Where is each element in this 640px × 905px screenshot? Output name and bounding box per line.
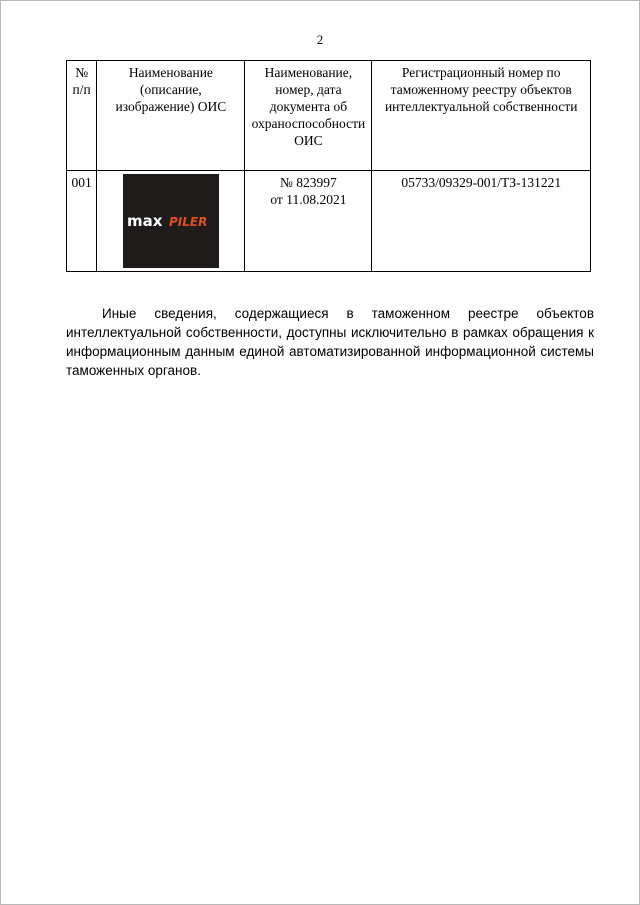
ip-registry-table	[66, 60, 591, 272]
header-registry-number: Регистрационный номер по таможенному реестру объектов интеллектуальной собственности	[372, 61, 591, 171]
header-document: Наименование, номер, дата документа об охраноспособности ОИС	[245, 61, 372, 171]
page-number: 2	[316, 32, 324, 47]
additional-info-paragraph: Иные сведения, содержащиеся в таможенном реестре объектов интеллектуальной собственности, доступны исключительно в рамках обращения к информационным данным единой автоматизированной информационной системы таможенных органов.	[66, 306, 594, 378]
protection-document-cell	[245, 171, 372, 272]
table-row	[67, 171, 591, 272]
header-number: № п/п	[67, 61, 97, 171]
document-date: от 11.08.2021	[270, 192, 347, 207]
logo-text-max: max	[126, 212, 163, 230]
maxpiler-logo-icon	[126, 209, 216, 233]
logo-text-piler: PILER	[168, 215, 208, 229]
document-number: № 823997	[280, 175, 337, 190]
table-header-row	[67, 61, 591, 171]
row-number: 001	[67, 171, 97, 272]
registry-number: 05733/09329-001/ТЗ-131221	[372, 171, 591, 272]
header-description: Наименование (описание, изображение) ОИС	[97, 61, 245, 171]
maxpiler-logo-image	[123, 174, 219, 268]
trademark-image-cell	[97, 171, 245, 272]
